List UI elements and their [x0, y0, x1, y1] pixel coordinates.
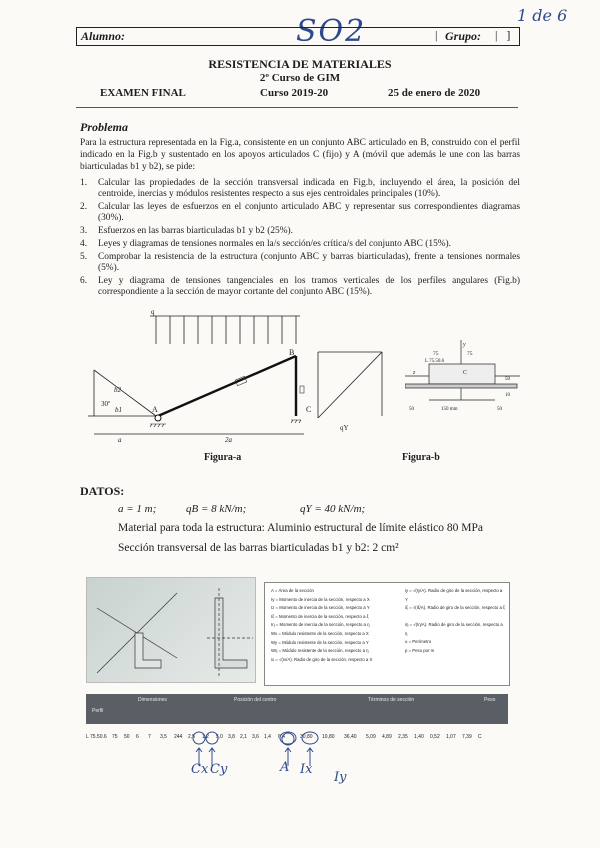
legend-item: Wx = Módulo resistente de la sección, respecto a X	[271, 630, 369, 636]
table-cell: 2,35	[398, 734, 408, 740]
header-divider	[76, 107, 518, 108]
angle-profile-drawing	[86, 577, 256, 683]
node-label-b: B	[289, 348, 295, 357]
task-item: 5. Comprobar la resistencia de la estructura (conjunto ABC y barras biarticuladas), frente a tensiones normales (5%).	[80, 252, 520, 273]
table-header-cell: Posición del centro	[234, 697, 277, 703]
legend-item: ix = √(Ix/A). Radio de giro de la sección, respecto a X	[271, 656, 373, 662]
profile-label: L 75.50.6	[425, 359, 445, 364]
table-cell: 1,4	[264, 734, 271, 740]
table-cell: 2,5	[188, 734, 195, 740]
angle-label: 30º	[101, 400, 111, 408]
table-cell: 10,80	[322, 734, 335, 740]
table-cell: 50	[124, 734, 130, 740]
datos-material: Material para toda la estructura: Aluminio estructural de límite elástico 80 MPa	[118, 522, 484, 534]
table-cell: 7	[148, 734, 151, 740]
exam-date: 25 de enero de 2020	[388, 87, 481, 99]
distributed-load-arrows	[156, 316, 296, 344]
table-cell: 1,2	[202, 734, 209, 740]
legend-item: A = Área de la sección	[271, 588, 314, 593]
annotation-ix: Ix	[300, 762, 313, 777]
bar-label-b1: b1	[115, 406, 122, 414]
dim-10-height: 10	[505, 393, 510, 398]
legend-item: Iy = Momento de inercia de la sección, respecto a X	[271, 596, 370, 602]
table-cell: 3,6	[252, 734, 259, 740]
load-label-qy: qY	[340, 424, 349, 432]
course-subtitle: 2º Curso de GIM	[259, 72, 341, 84]
problem-heading: Problema	[80, 120, 128, 134]
table-cell: 6,4	[278, 734, 285, 740]
figure-b-caption: Figura-b	[402, 452, 440, 463]
annotation-cx: Cx	[191, 762, 209, 777]
dim-50-right: 50	[497, 407, 502, 412]
dim-2a: 2a	[225, 436, 232, 444]
annotation-cy: Cy	[210, 762, 228, 777]
legend-item: p = Peso por m	[405, 647, 435, 653]
profile-legend	[264, 582, 510, 686]
task-item: 1. Calcular las propiedades de la sección transversal indicada en Fig.b, incluyendo el área, la posición del centroide, inercias y módulos resistentes respecto a sus ejes centroidales principales (10%).	[80, 178, 520, 199]
dim-150: 150 mm	[441, 407, 458, 412]
table-cell: 0,52	[430, 734, 440, 740]
table-cell: 5,09	[366, 734, 376, 740]
figure-a-caption: Figura-a	[204, 452, 242, 463]
table-cell: 30,80	[300, 734, 313, 740]
table-cell: 36,40	[344, 734, 357, 740]
load-label-qb: q	[151, 308, 155, 316]
legend-item: Iξ = Momento de inercia de la sección, respecto a ξ	[271, 613, 369, 619]
dim-a: a	[118, 436, 122, 444]
table-header-cell: Términos de sección	[368, 697, 415, 703]
datos-section: Sección transversal de las barras biarticuladas b1 y b2: 2 cm²	[118, 542, 399, 554]
table-header-cell: Perfil	[92, 708, 104, 714]
bar-label-b2: b2	[114, 386, 121, 394]
table-header-cell: Dimensiones	[138, 697, 167, 703]
datos-qy: qY = 40 kN/m;	[300, 503, 366, 515]
table-cell: 1,40	[414, 734, 424, 740]
task-item: 6. Ley y diagrama de tensiones tangenciales en los tramos verticales de los perfiles angulares (Fig.b) correspondiente a la sección de mayor cortante del conjunto ABC (15%).	[80, 276, 520, 297]
student-header-box: Alumno: | Grupo: | ]	[76, 27, 520, 46]
axis-z-label: z	[413, 370, 416, 376]
profile-table-header	[86, 694, 508, 724]
figure-b-cross-section	[405, 340, 520, 420]
annotation-iy: Iy	[334, 770, 347, 785]
table-cell: 3,8	[228, 734, 235, 740]
centroid-label: C	[463, 370, 468, 376]
legend-item: Iz = Momento de inercia de la sección, respecto a Y	[271, 605, 370, 611]
table-cell: 4,89	[382, 734, 392, 740]
datos-qb: qB = 8 kN/m;	[186, 503, 247, 515]
table-cell: 75	[112, 734, 118, 740]
datos-a: a = 1 m;	[118, 503, 157, 515]
legend-item: u = Perímetro	[405, 639, 432, 644]
table-cell: C	[478, 734, 482, 740]
grupo-label: Grupo:	[445, 29, 482, 43]
handwritten-circle-A	[280, 732, 296, 746]
node-label-c: C	[306, 405, 312, 414]
task-item: 2. Calcular las leyes de esfuerzos en el conjunto articulado ABC y representar sus correspondientes diagramas (30%).	[80, 202, 520, 223]
student-id-handwritten: SO2	[296, 14, 367, 49]
table-cell: 3,5	[160, 734, 167, 740]
task-item: 4. Leyes y diagramas de tensiones normales en la/s sección/es crítica/s del conjunto ABC (15%).	[80, 239, 452, 249]
academic-year: Curso 2019-20	[260, 87, 329, 99]
table-cell: 6	[136, 734, 139, 740]
table-header-cell: Peso	[484, 697, 496, 703]
legend-item: Wη = Módulo resistente de la sección, respecto a η	[271, 648, 369, 654]
course-title: RESISTENCIA DE MATERIALES	[208, 57, 392, 71]
dim-75-left: 75	[433, 351, 439, 357]
datos-heading: DATOS:	[80, 484, 125, 498]
table-cell: 5,0	[216, 734, 223, 740]
legend-item: Iη = Momento de inercia de la sección, respecto a η	[271, 622, 370, 628]
dim-50-left: 50	[409, 407, 414, 412]
exam-type: EXAMEN FINAL	[100, 87, 186, 99]
table-cell: 244	[174, 734, 183, 740]
figure-a-structure	[88, 308, 388, 448]
dim-75-right: 75	[467, 351, 473, 357]
legend-item: iy = √(Iy/A). Radio de giro de la sección, respecto a Y	[405, 588, 503, 602]
legend-item: iη = √(Iη/A). Radio de giro de la sección, respecto a η	[405, 622, 503, 636]
table-cell: L 75.50.6	[86, 734, 107, 740]
task-item: 3. Esfuerzos en las barras biarticuladas b1 y b2 (25%).	[80, 226, 293, 236]
node-label-a: A	[152, 405, 158, 414]
dim-50-height: 50	[505, 377, 510, 382]
table-cell: 2,1	[240, 734, 247, 740]
task-list	[80, 178, 520, 298]
legend-item: Wy = Módulo resistente de la sección, respecto a Y	[271, 639, 369, 645]
problem-intro: Para la estructura representada en la Fig.a, consistente en un conjunto ABC articulado en B, construido con el perfil indicado en la Fig.b y sustentado en los apoyos articulados C (fijo) y A (móvil que además le une con las barras biarticuladas b1 y b2), se pide:	[80, 138, 520, 172]
legend-item: iξ = √(Iξ/A). Radio de giro de la sección, respecto a ξ	[405, 605, 505, 610]
axis-y-label: y	[463, 342, 466, 348]
page-number-handwritten: 1 de 6	[517, 6, 568, 25]
alumno-label: Alumno:	[81, 29, 126, 43]
table-cell: 7,39	[462, 734, 472, 740]
table-cell: 1,07	[446, 734, 456, 740]
annotation-a: A	[280, 760, 290, 775]
